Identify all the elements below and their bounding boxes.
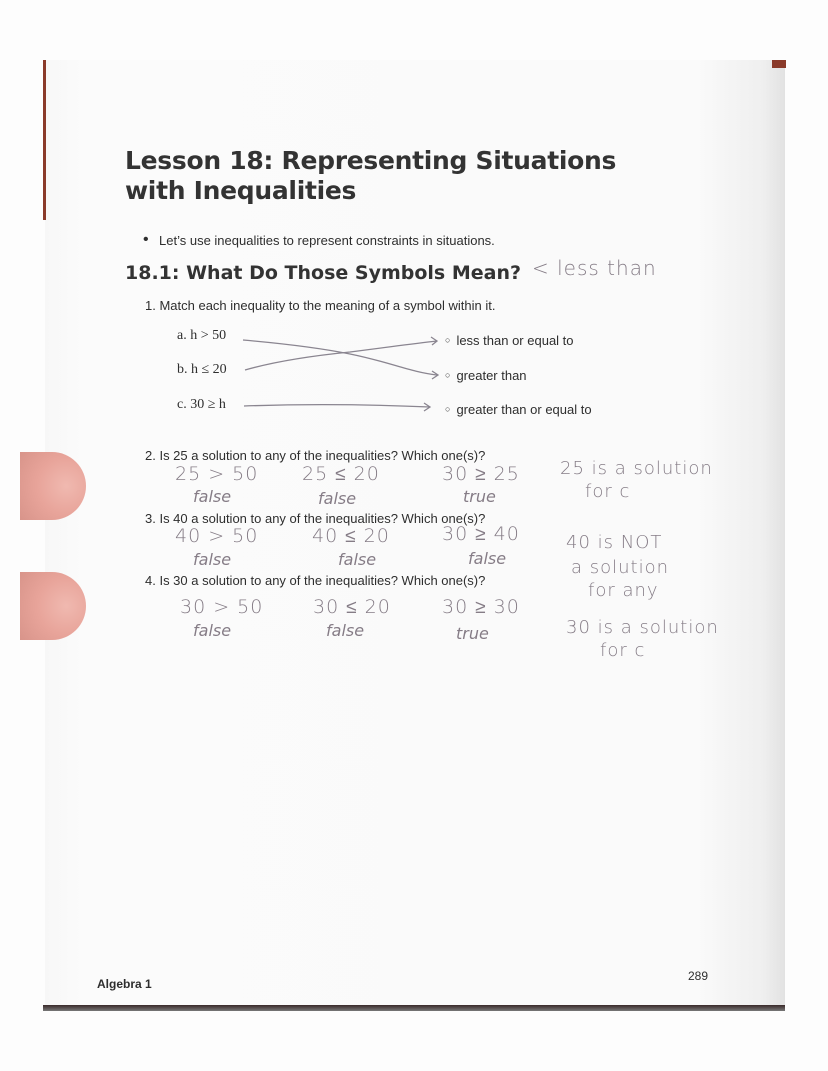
work-result: false [193,621,232,640]
learning-goal-text: Let’s use inequalities to represent constraints in situations. [159,233,495,248]
inequality-a: a. h > 50 [177,328,227,343]
answer-line: for c [600,640,646,661]
work-expression: 25 ≤ 20 [302,463,380,485]
question-1-prompt: 1. Match each inequality to the meaning of a symbol within it. [145,298,496,313]
work-expression: 40 > 50 [175,525,259,547]
work-expression: 30 ≥ 40 [442,523,520,545]
work-result: false [338,550,377,569]
work-result: false [193,487,232,506]
meaning-option: ○ less than or equal to [445,333,574,348]
work-expression: 25 > 50 [175,463,259,485]
question-2-prompt: 2. Is 25 a solution to any of the inequalities? Which one(s)? [145,448,486,463]
match-line-c [244,405,430,407]
inequality-b: b. h ≤ 20 [177,362,227,377]
section-heading: 18.1: What Do Those Symbols Mean? [125,262,522,284]
work-result: false [193,550,232,569]
meaning-option: ○ greater than or equal to [445,402,592,417]
work-expression: 40 ≤ 20 [312,525,390,547]
work-expression: 30 ≥ 25 [442,463,520,485]
work-result: false [318,489,357,508]
answer-line: 30 is a solution [566,617,719,638]
work-result: true [456,624,489,643]
answer-line: 40 is NOT [566,532,663,553]
answer-line: for c [585,481,631,502]
work-expression: 30 ≤ 20 [313,596,391,618]
match-line-a [243,340,437,375]
book-title: Algebra 1 [97,977,152,991]
meaning-option: ○ greater than [445,368,527,383]
match-line-b [245,341,437,370]
page-number: 289 [688,969,709,983]
question-4-prompt: 4. Is 30 a solution to any of the inequalities? Which one(s)? [145,573,486,588]
work-result: true [463,487,496,506]
work-expression: 30 ≥ 30 [442,596,520,618]
work-result: false [326,621,365,640]
inequality-c: c. 30 ≥ h [177,397,226,412]
work-result: false [468,549,507,568]
lesson-title: Lesson 18: Representing Situations with Inequalities [125,146,617,205]
answer-line: a solution [571,557,670,578]
question-3-prompt: 3. Is 40 a solution to any of the inequalities? Which one(s)? [145,511,486,526]
margin-note: < less than [532,256,657,280]
work-expression: 30 > 50 [180,596,264,618]
answer-line: 25 is a solution [560,458,713,479]
answer-line: for any [588,580,659,601]
